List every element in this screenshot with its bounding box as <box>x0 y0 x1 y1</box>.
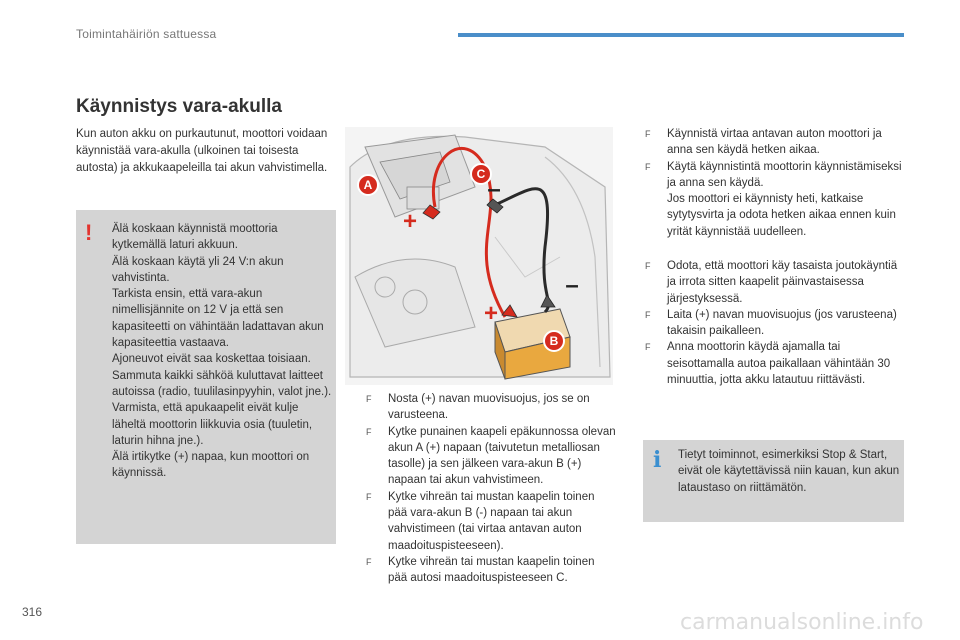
warning-text <box>112 221 332 482</box>
list-item: F Käynnistä virtaa antavan auton moottori ja anna sen käydä hetken aikaa. <box>645 128 882 157</box>
header-accent-bar <box>458 33 904 37</box>
connection-steps <box>366 391 616 587</box>
minus-sign-engine: – <box>487 176 501 203</box>
bullet-icon: F <box>366 394 372 404</box>
bullet-icon: F <box>366 426 372 437</box>
page-title: Käynnistys vara-akulla <box>76 96 282 117</box>
bullet-icon: F <box>645 161 651 172</box>
list-item: F Laita (+) navan muovisuojus (jos varusteena) takaisin paikalleen. <box>645 308 897 338</box>
page-number: 316 <box>22 605 43 619</box>
finish-steps <box>645 258 907 388</box>
warning-line: Ajoneuvot eivät saa koskettaa toisiaan. <box>112 353 311 366</box>
warning-line: Tarkista ensin, että vara-akun nimellisjännite on 12 V ja että sen kapasiteetti on vähintään ladattavan akun kapasiteettia vastaava. <box>112 288 324 350</box>
warning-line: Älä koskaan käynnistä moottoria kytkemällä laturi akkuun. <box>112 223 278 252</box>
bullet-icon: F <box>366 556 372 567</box>
bullet-icon: F <box>645 129 651 139</box>
bullet-icon: F <box>366 491 372 502</box>
plus-sign-battery: + <box>483 300 499 327</box>
jump-start-illustration <box>345 127 613 385</box>
info-text: Tietyt toiminnot, esimerkiksi Stop & Start, eivät ole käytettävissä niin kauan, kun akun lataustaso on riittämätön. <box>678 449 900 494</box>
warning-icon: ! <box>85 220 93 245</box>
list-item: F Anna moottorin käydä ajamalla tai seisottamalla autoa paikallaan vähintään 30 minuuttia, jotta akku latautuu riittävästi. <box>645 341 891 387</box>
list-item: F Kytke vihreän tai mustan kaapelin toinen pää autosi maadoituspisteeseen C. <box>366 555 595 585</box>
list-item-continued: Jos moottori ei käynnisty heti, katkaise sytytysvirta ja odota hetken aikaa ennen kuin yrität käynnistää uudelleen. <box>667 193 896 238</box>
bullet-icon: F <box>645 261 651 271</box>
bullet-icon: F <box>645 342 651 353</box>
section-header: Toimintahäiriön sattuessa <box>76 27 217 41</box>
list-item: F Käytä käynnistintä moottorin käynnistämiseksi ja anna sen käydä. <box>645 160 902 189</box>
label-b: B <box>549 334 559 348</box>
list-item: F Kytke vihreän tai mustan kaapelin toinen pää vara-akun B (-) napaan tai akun vahvistimeen (tai virtaa antavan auton maadoituspisteeseen). <box>366 490 595 552</box>
list-item: F Nosta (+) navan muovisuojus, jos se on varusteena. <box>366 393 590 422</box>
list-item: F Kytke punainen kaapeli epäkunnossa olevan akun A (+) napaan (taivutetun metalliosan tasolle) ja sen jälkeen vara-akun B (+) napaan tai akun vahvistimeen. <box>366 425 616 487</box>
label-c: C <box>476 167 486 181</box>
bullet-icon: F <box>645 309 651 320</box>
intro-paragraph: Kun auton akku on purkautunut, moottori voidaan käynnistää vara-akulla (ulkoinen tai toisesta autosta) ja akkukaapeleilla tai akun vahvistimella. <box>76 128 328 174</box>
warning-line: Älä irtikytke (+) napaa, kun moottori on käynnissä. <box>112 451 310 480</box>
watermark: carmanualsonline.info <box>680 610 924 635</box>
info-icon: i <box>653 447 662 473</box>
warning-line: Sammuta kaikki sähköä kuluttavat laitteet autoissa (radio, tuulilasinpyyhin, valot jne.). <box>112 369 332 398</box>
plus-sign-engine: + <box>402 208 418 235</box>
list-item: F Odota, että moottori käy tasaista joutokäyntiä ja irrota sitten kaapelit päinvastaisessa järjestyksessä. <box>645 260 898 305</box>
warning-line: Älä koskaan käytä yli 24 V:n akun vahvistinta. <box>112 255 284 284</box>
start-steps <box>645 126 907 240</box>
warning-line: Varmista, että apukaapelit eivät kulje läheltä moottorin liikkuvia osia (tuuletin, laturin hihna jne.). <box>112 402 313 447</box>
label-a: A <box>363 178 373 192</box>
minus-sign-battery: – <box>565 272 579 299</box>
